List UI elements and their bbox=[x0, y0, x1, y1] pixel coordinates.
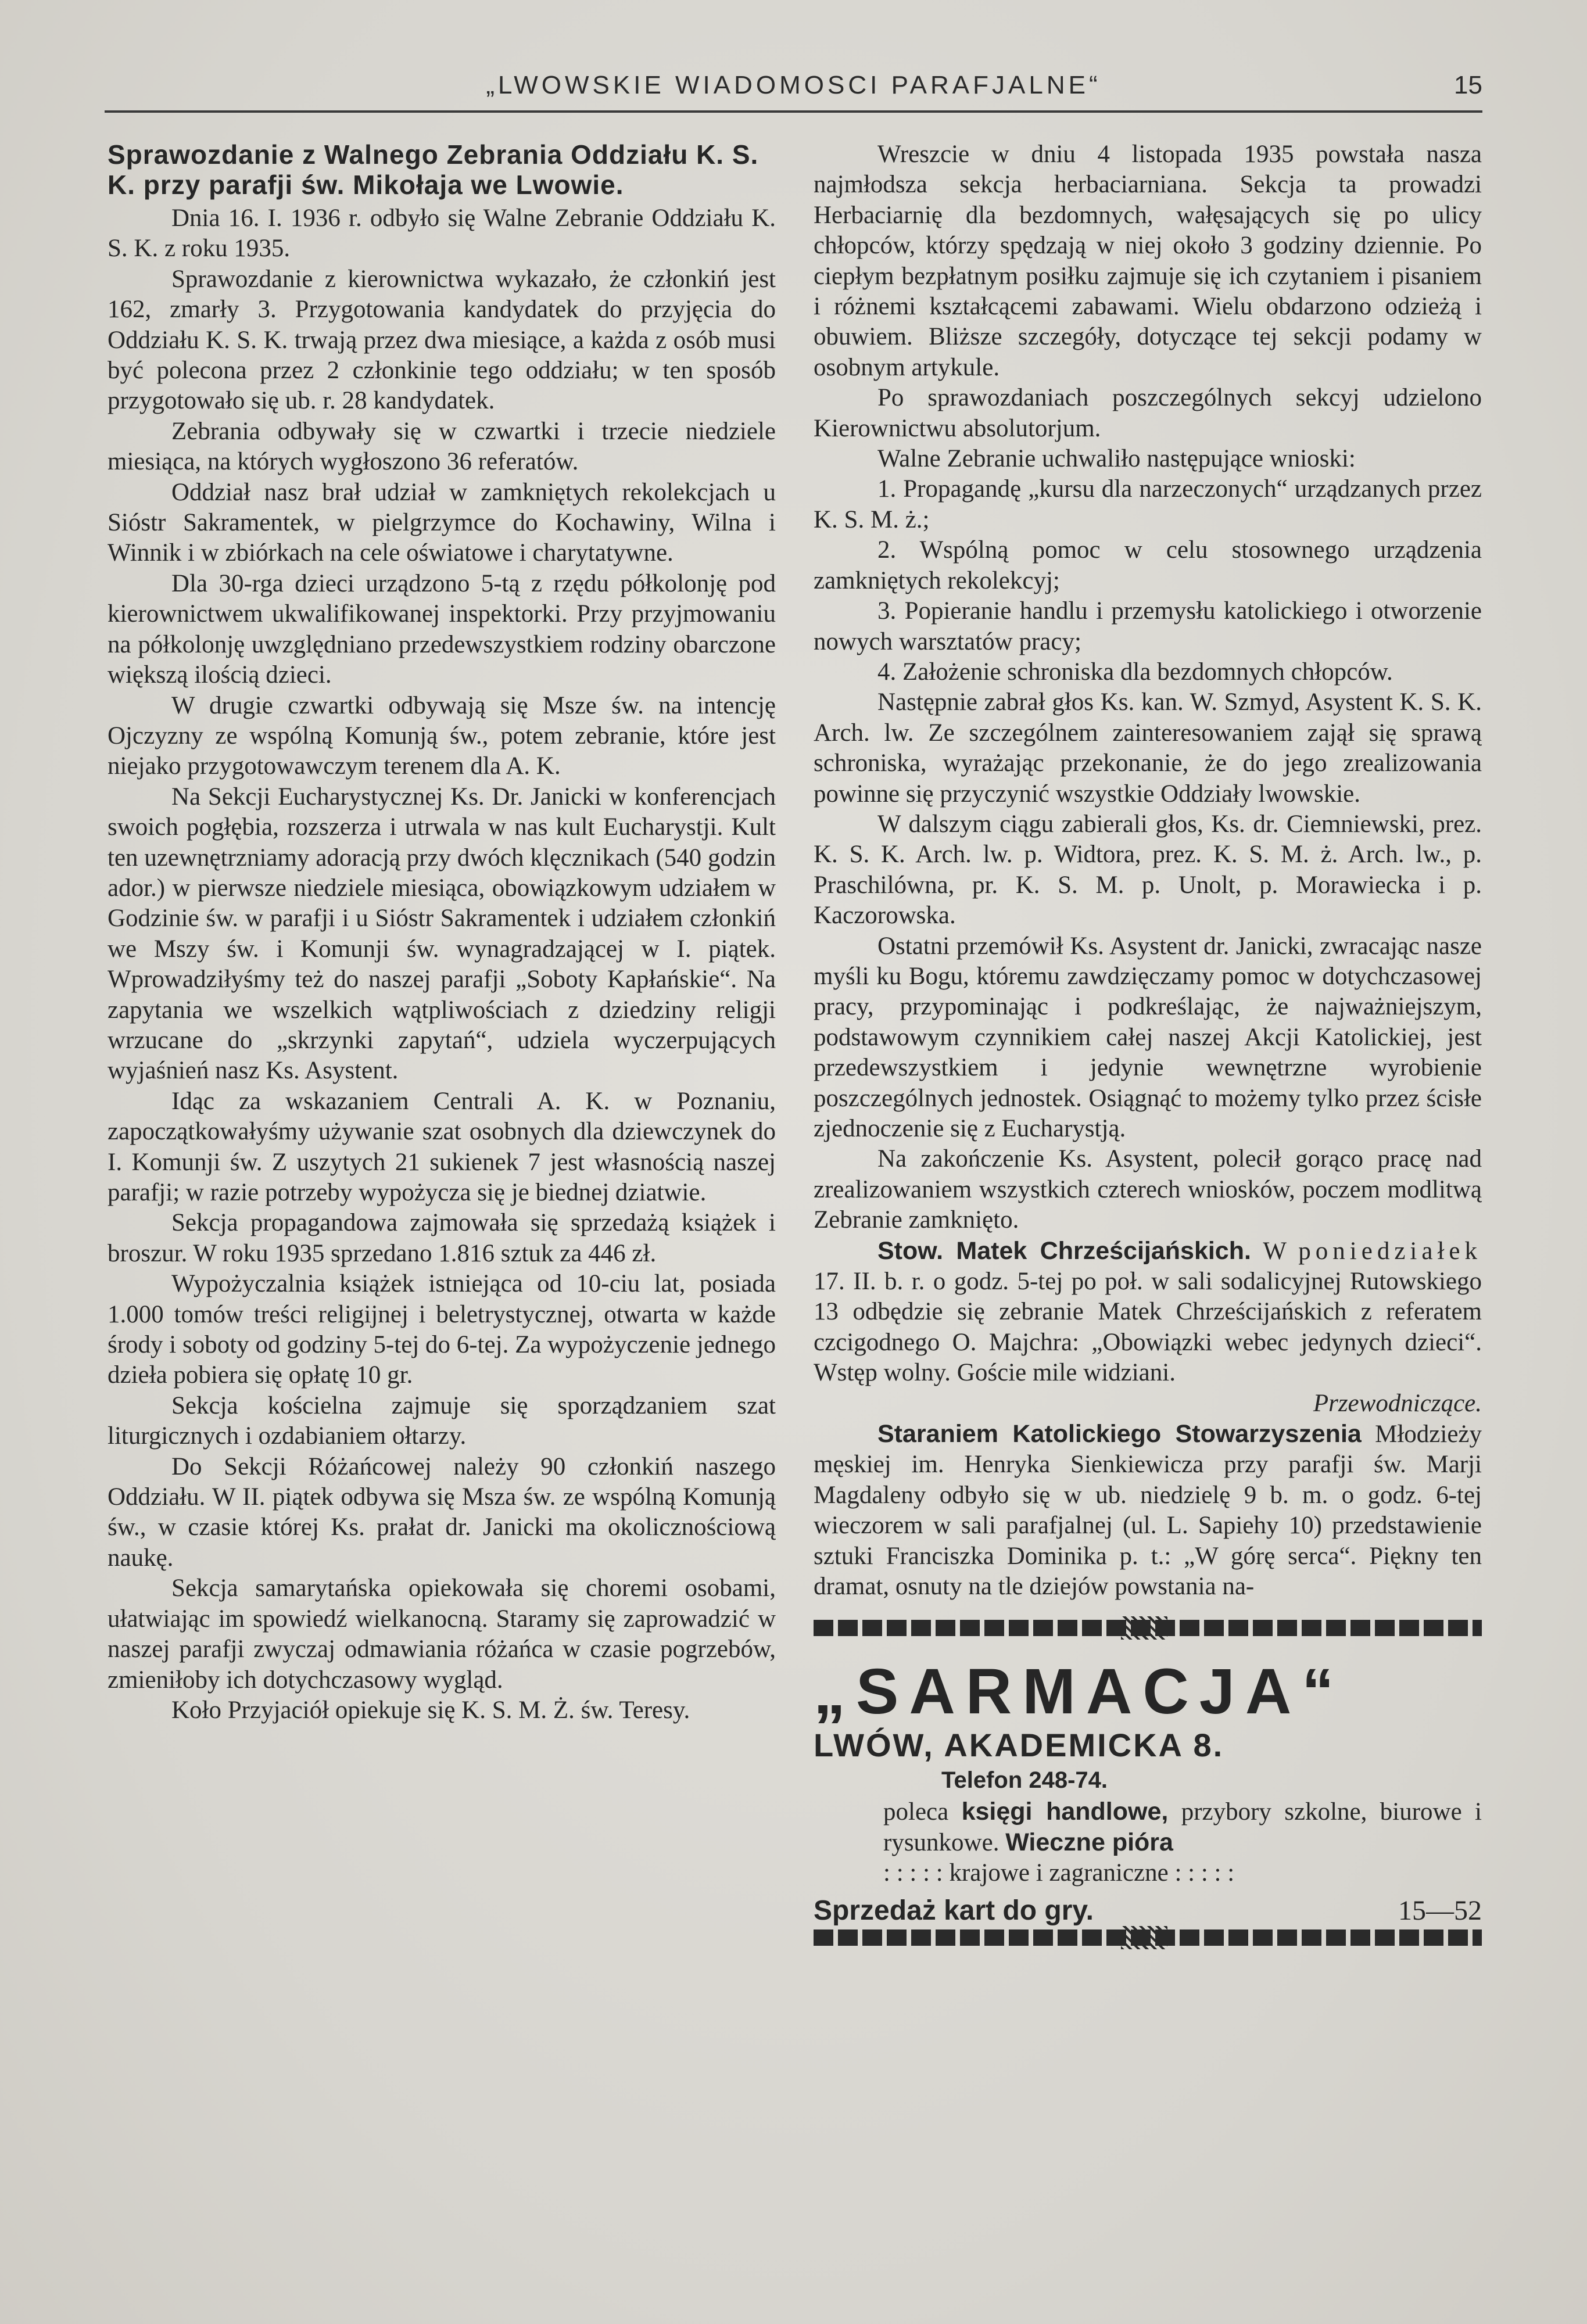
motion-item: 3. Popieranie handlu i przemysłu katolickiego i otworzenie nowych warsztatów pracy; bbox=[814, 597, 1482, 655]
paragraph: Wypożyczalnia książek istniejąca od 10-ciu lat, posiada 1.000 tomów treści religijnej i beletrystycznej, otwarta w każde środy i soboty od godziny 5-tej do 6-tej. Za wypożyczenie jednego dzieła pobiera się opłatę 10 gr. bbox=[108, 1270, 776, 1389]
paragraph: Oddział nasz brał udział w zamkniętych rekolekcjach u Sióstr Sakramentek, w pielgrzymce do Kochawiny, Wilna i Winnik i w zbiórkach na cele oświatowe i charytatywne. bbox=[108, 478, 776, 567]
paragraph: Koło Przyjaciół opiekuje się K. S. M. Ż. św. Teresy. bbox=[171, 1696, 690, 1724]
notice-day: poniedziałek bbox=[1298, 1237, 1482, 1265]
motion-item: 4. Założenie schroniska dla bezdomnych chłopców. bbox=[877, 658, 1393, 686]
paragraph: Dla 30-rga dzieci urządzono 5-tą z rzędu półkolonję pod kierownictwem ukwalifikowanej inspektorki. Przy przyjmowaniu na półkolonję uwzględniano przedewszystkiem rodziny obarczone większą ilością dzieci. bbox=[108, 569, 776, 689]
ad-footer-text: Sprzedaż kart do gry. bbox=[814, 1895, 1094, 1926]
paragraph: Ostatni przemówił Ks. Asystent dr. Janicki, zwracając nasze myśli ku Bogu, któremu zawdzięczamy pomoc w dotychczasowej pracy, przypominając i podkreślając, że najważniejszym, podstawowym czynnikiem całej naszej Akcji Katolickiej, jest przedewszystkiem i jedynie wewnętrzne wyrobienie poszczególnych jednostek. Osiągnąć to możemy tylko przez ścisłe zjednoczenie się z Eucharystją. bbox=[814, 932, 1482, 1142]
motion-item: 1. Propagandę „kursu dla narzeczonych“ urządzanych przez K. S. M. ż.; bbox=[814, 475, 1482, 533]
paragraph: Zebrania odbywały się w czwartki i trzecie niedziele miesiąca, na których wygłoszono 36 referatów. bbox=[108, 417, 776, 476]
ad-text: poleca bbox=[883, 1798, 962, 1826]
paragraph: Sekcja kościelna zajmuje się sporządzaniem szat liturgicznych i ozdabianiem ołtarzy. bbox=[108, 1391, 776, 1450]
notice-text: W bbox=[1251, 1237, 1299, 1265]
paragraph: W drugie czwartki odbywają się Msze św. na intencję Ojczyzny ze wspólną Komunją św., potem zebranie, które jest niejako przygotowawczym terenem dla A. K. bbox=[108, 691, 776, 780]
advertisement bbox=[814, 1620, 1482, 1946]
notice-signature: Przewodniczące. bbox=[1313, 1389, 1482, 1417]
ad-address: LWÓW, AKADEMICKA 8. bbox=[814, 1726, 1224, 1763]
paragraph: Na zakończenie Ks. Asystent, polecił gorąco pracę nad zrealizowaniem wszystkich czterech wniosków, poczem modlitwą Zebranie zamknięto. bbox=[814, 1145, 1482, 1234]
notice-mothers-heading: Stow. Matek Chrześcijańskich. bbox=[877, 1236, 1251, 1265]
page-number: 15 bbox=[1454, 71, 1482, 99]
motion-item: 2. Wspólną pomoc w celu stosownego urządzenia zamkniętych rekolekcyj; bbox=[814, 536, 1482, 594]
ad-footer bbox=[814, 1892, 1482, 1930]
paragraph: Sekcja samarytańska opiekowała się choremi osobami, ułatwiając im spowiedź wielkanocną. Staramy się zaprowadzić w naszej parafji zwyczaj odmawiania różańca w czasie pogrzebów, zmieniłoby ich dotychczasowy wygląd. bbox=[108, 1575, 776, 1694]
paragraph: Wreszcie w dniu 4 listopada 1935 powstała nasza najmłodsza sekcja herbaciarniana. Sekcja ta prowadzi Herbaciarnię dla bezdomnych, wałęsających się po ulicy chłopców, którzy spędzają w niej około 3 godziny dziennie. Po ciepłym bezpłatnym posiłku zajmuje się ich czytaniem i pisaniem i różnemi kształcącemi zabawami. Wielu obdarzono odzieżą i obuwiem. Bliższe szczegóły, dotyczące tej sekcji podamy w osobnym artykule. bbox=[814, 141, 1482, 381]
paragraph: Dnia 16. I. 1936 r. odbyło się Walne Zebranie Oddziału K. S. K. z roku 1935. bbox=[108, 205, 776, 263]
ad-body bbox=[814, 1796, 1482, 1889]
paragraph: Po sprawozdaniach poszczególnych sekcyj udzielono Kierownictwu absolutorjum. bbox=[814, 384, 1482, 442]
ad-phone: Telefon 248-74. bbox=[941, 1767, 1108, 1793]
paragraph: Następnie zabrał głos Ks. kan. W. Szmyd, Asystent K. S. K. Arch. lw. Ze szczególnem zainteresowaniem zajął się sprawą schroniska, wyrażając przekonanie, że do jego zrealizowania powinne się przyczynić wszystkie Oddziały lwowskie. bbox=[814, 688, 1482, 808]
ad-text-bold: księgi handlowe, bbox=[961, 1797, 1169, 1826]
paragraph: Idąc za wskazaniem Centrali A. K. w Poznaniu, zapoczątkowałyśmy używanie szat osobnych dla dziewczynek do I. Komunji św. Z uszytych 21 sukienek 7 jest własnością naszej parafji; w razie potrzeby wypożycza się je biednej dziatwie. bbox=[108, 1087, 776, 1206]
paragraph: Na Sekcji Eucharystycznej Ks. Dr. Janicki w konferencjach swoich pogłębia, rozszerza i utrwala w nas kult Eucharystji. Kult ten uzewnętrzniamy adoracją przy dwóch klęcznikach (540 godzin ador.) w pierwsze niedziele miesiąca, obowiązkowym udziałem w Godzinie św. w parafji i u Sióstr Sakramentek i udziałem członkiń we Mszy św. i Komunji św. wynagradzającej w I. piątek. Wprowadziłyśmy też do naszej parafji „Soboty Kapłańskie“. Na zapytania we wszelkich wątpliwościach z dziedziny religji wrzucane do „skrzynki zapytań“, udziela wyczerpujących wyjaśnień nasz Ks. Asystent. bbox=[108, 783, 776, 1085]
right-column bbox=[814, 139, 1482, 2208]
paragraph: Sprawozdanie z kierownictwa wykazało, że członkiń jest 162, zmarły 3. Przygotowania kandydatek do przyjęcia do Oddziału K. S. K. trwają przez dwa miesiące, a każda z osób musi być polecona przez 2 członkinie tego oddziału; w ten sposób przygotowało się ub. r. 28 kandydatek. bbox=[108, 265, 776, 415]
notice-text: Młodzieży męskiej im. Henryka Sienkiewicza przy parafji św. Marji Magdaleny odbyło się w ub. niedzielę 9 b. m. o godz. 6-tej wieczorem w sali parafjalnej (ul. L. Sapiehy 10) przedstawienie sztuki Franciszka Dominika p. t.: „W górę serca“. Piękny ten dramat, osnuty na tle dziejów powstania na- bbox=[814, 1421, 1482, 1601]
notice-text: 17. II. b. r. o godz. 5-tej po poł. w sali sodalicyjnej Rutowskiego 13 odbędzie się zebranie Matek Chrześcijańskich z referatem czcigodnego O. Majchra: „Obowiązki webec jedynych dzieci“. Wstęp wolny. Goście mile widziani. bbox=[814, 1268, 1482, 1387]
ad-text: : : : : : krajowe i zagraniczne : : : : : bbox=[883, 1859, 1235, 1887]
ornamental-border bbox=[814, 1930, 1482, 1946]
publication-title: „LWOWSKIE WIADOMOSCI PARAFJALNE“ bbox=[486, 71, 1101, 99]
notice-mothers bbox=[814, 1236, 1482, 1389]
paragraph: Walne Zebranie uchwaliło następujące wnioski: bbox=[877, 445, 1356, 473]
article-title: Sprawozdanie z Walnego Zebrania Oddziału K. S. K. przy parafji św. Mikołaja we Lwowie. bbox=[108, 139, 759, 200]
left-column bbox=[108, 139, 776, 2208]
paragraph: W dalszym ciągu zabierali głos, Ks. dr. Ciemniewski, prez. K. S. K. Arch. lw. p. Widtora, prez. K. S. M. ż. Arch. lw., p. Praschilówna, pr. K. S. M. p. Unolt, p. Morawiecka i p. Kaczorowska. bbox=[814, 810, 1482, 930]
page-header bbox=[105, 64, 1482, 113]
ornamental-border bbox=[814, 1620, 1482, 1636]
paragraph: Sekcja propagandowa zajmowała się sprzedażą książek i broszur. W roku 1935 sprzedano 1.816 sztuk za 446 zł. bbox=[108, 1209, 776, 1267]
ad-text-bold: Wieczne pióra bbox=[1005, 1828, 1173, 1856]
paragraph: Do Sekcji Różańcowej należy 90 członkiń naszego Oddziału. W II. piątek odbywa się Msza św. ze wspólną Komunją św., w czasie której Ks. prałat dr. Janicki ma okolicznościową naukę. bbox=[108, 1452, 776, 1572]
notice-youth-heading: Staraniem Katolickiego Stowarzyszenia bbox=[877, 1420, 1362, 1448]
ad-code: 15—52 bbox=[1398, 1895, 1482, 1926]
notice-youth bbox=[814, 1419, 1482, 1602]
ad-text: przybory szkolne, biurowe i rysunkowe. bbox=[883, 1798, 1482, 1856]
ad-brand: „SARMACJA“ bbox=[814, 1655, 1345, 1727]
